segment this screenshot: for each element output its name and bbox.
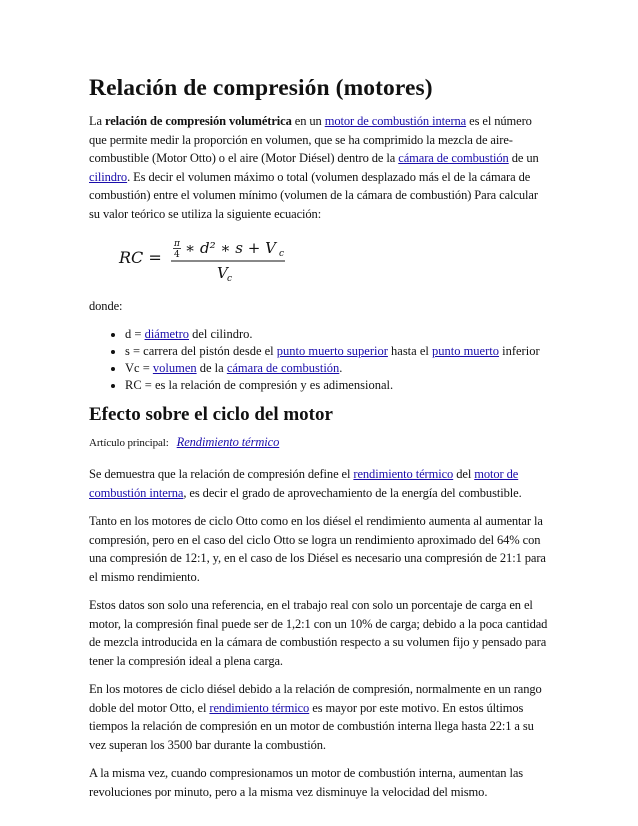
list-item — [125, 326, 551, 343]
formula-four: 4 — [174, 250, 180, 261]
text-span: de la — [196, 360, 227, 375]
formula-pi: π — [174, 239, 180, 250]
link-cilindro[interactable]: cilindro — [89, 169, 128, 184]
link-motor-combustion-interna[interactable]: motor de combustión interna — [324, 114, 467, 129]
formula-denominator-sub: c — [227, 274, 233, 285]
main-article-note — [89, 434, 551, 451]
text-span: . Es decir el volumen máximo o total (volumen desplazado más el de la cámara de combustión) entre el volumen mínimo (volumen de la cámara de combustión) Para calcular su valor teórico se utiliza la siguiente ecuación: — [89, 169, 538, 221]
text-span: RC = es la relación de compresión y es adimensional. — [125, 377, 394, 392]
text-span: , es decir el grado de aprovechamiento de la energía del combustible. — [183, 485, 522, 500]
link-rendimiento-termico-main[interactable]: Rendimiento térmico — [176, 435, 280, 450]
paragraph: A la misma vez, cuando compresionamos un motor de combustión interna, aumentan las revoluciones por minuto, pero a la misma vez disminuye la velocidad del mismo. — [89, 766, 524, 799]
paragraph — [89, 680, 551, 754]
formula-numerator: ∗ d² ∗ s + V — [185, 239, 276, 258]
paragraph: Estos datos son solo una referencia, en el trabajo real con solo un porcentaje de carga en el motor, la compresión final puede ser de 1,2:1 con un 10% de carga; debido a la poca cantidad de mezcla introducida en la cámara de combustión respecto a su volumen fijo y pensado para tener la compresión ideal a plena carga. — [89, 598, 548, 668]
text-span: es el número que permite medir la proporción en volumen, que se ha comprimido la mezcla de aire-combustible (Motor Otto) o el aire (Motor Diésel) dentro de la — [89, 114, 532, 166]
list-item — [125, 343, 551, 360]
intro-paragraph — [89, 112, 551, 223]
link-rendimiento-termico[interactable]: rendimiento térmico — [353, 467, 454, 482]
compression-ratio-formula — [117, 233, 551, 285]
link-camara-combustion[interactable]: cámara de combustión — [398, 151, 509, 166]
text-span: s = carrera del pistón desde el — [125, 343, 277, 358]
formula-svg — [117, 233, 287, 285]
main-article-label: Artículo principal: — [89, 437, 169, 450]
donde-label: donde: — [89, 299, 123, 314]
link-motor-combustion-interna[interactable]: motor de combustión interna — [89, 467, 519, 500]
section-heading: Efecto sobre el ciclo del motor — [89, 403, 333, 425]
link-camara-combustion[interactable]: cámara de combustión — [226, 360, 340, 375]
text-span: inferior — [499, 343, 540, 358]
paragraph — [89, 465, 551, 502]
link-rendimiento-termico[interactable]: rendimiento térmico — [209, 700, 310, 715]
text-span: de un — [508, 151, 539, 166]
page-title: Relación de compresión (motores) — [89, 75, 433, 101]
link-volumen[interactable]: volumen — [152, 360, 197, 375]
bold-term: relación de compresión volumétrica — [105, 114, 292, 129]
formula-denominator: V — [217, 264, 228, 283]
formula-lhs: RC = — [119, 248, 162, 268]
definitions-list — [89, 326, 551, 394]
paragraph: Tanto en los motores de ciclo Otto como en los diésel el rendimiento aumenta al aumentar la compresión, pero en el caso del ciclo Otto se logra un rendimiento aproximado del 64% con una compresión de 12:1, y, en el caso de los Diésel es necesario una compresión de 21:1 para el mismo rendimiento. — [89, 514, 546, 584]
text-span: hasta el — [387, 343, 432, 358]
text-span: La — [89, 114, 106, 129]
article — [89, 74, 551, 811]
text-span: del — [453, 467, 475, 482]
text-span: es mayor por este motivo. En estos últimos tiempos la relación de compresión en un motor de combustión interna llega hasta 22:1 a su vez superan los 3500 bar durante la combustión. — [89, 700, 534, 752]
text-span: En los motores de ciclo diésel debido a la relación de compresión, normalmente en un rango doble del motor Otto, el — [89, 682, 542, 715]
link-punto-muerto-superior[interactable]: punto muerto superior — [276, 343, 388, 358]
text-span: . — [339, 360, 343, 375]
text-span: d = — [125, 326, 145, 341]
text-span: del cilindro. — [189, 326, 253, 341]
text-span: en un — [291, 114, 325, 129]
formula-sub-c: c — [279, 249, 285, 260]
text-span: Se demuestra que la relación de compresión define el — [89, 467, 354, 482]
list-item — [125, 360, 551, 377]
link-diametro[interactable]: diámetro — [144, 326, 189, 341]
list-item — [125, 377, 551, 394]
text-span: Vc = — [125, 360, 153, 375]
link-punto-muerto[interactable]: punto muerto — [431, 343, 499, 358]
